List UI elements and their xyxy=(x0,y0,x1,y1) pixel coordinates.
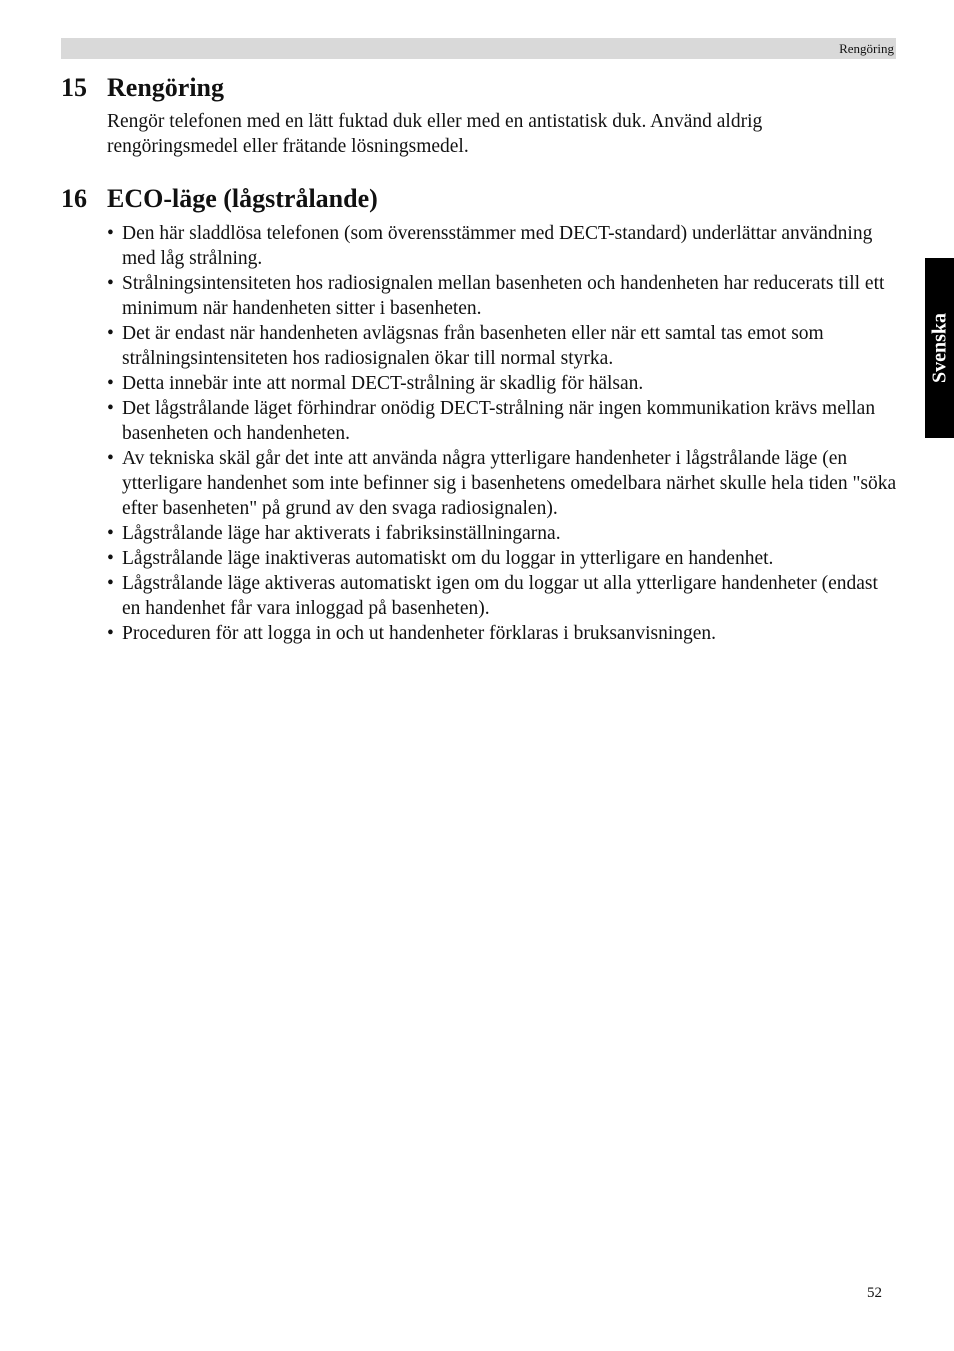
list-item xyxy=(107,396,897,446)
bullet-icon: • xyxy=(107,623,114,644)
list-item-text: Lågstrålande läge har aktiverats i fabriksinställningarna. xyxy=(122,523,561,544)
list-item-text: Strålningsintensiteten hos radiosignalen mellan basenheten och handenheten har reducerats till ett minimum när handenheten sitter i basenheten. xyxy=(122,273,885,319)
bullet-icon: • xyxy=(107,398,114,419)
bullet-icon: • xyxy=(107,223,114,244)
language-side-tab-label: Svenska xyxy=(928,312,950,384)
list-item xyxy=(107,221,897,271)
bullet-icon: • xyxy=(107,523,114,544)
list-item xyxy=(107,521,897,546)
page-number: 52 xyxy=(867,1285,882,1301)
list-item-text: Det lågstrålande läget förhindrar onödig DECT-strålning när ingen kommunikation krävs mellan basenheten och handenheten. xyxy=(122,398,876,444)
list-item-text: Av tekniska skäl går det inte att använda några ytterligare handenheter i lågstrålande läge (en ytterligare handenhet som inte befinner sig i basenhetens omedelbara närhet skulle hela tiden "söka efter basenheten" på grund av den svaga radiosignalen). xyxy=(122,448,897,519)
list-item xyxy=(107,371,897,396)
eco-mode-bullet-list xyxy=(107,221,897,646)
section-16-number: 16 xyxy=(61,184,87,213)
running-header-bar xyxy=(61,38,896,59)
bullet-icon: • xyxy=(107,273,114,294)
language-side-tab xyxy=(925,258,954,438)
section-15-body: Rengör telefonen med en lätt fuktad duk eller med en antistatisk duk. Använd aldrig rengöringsmedel eller frätande lösningsmedel. xyxy=(107,111,763,157)
list-item xyxy=(107,271,897,321)
list-item xyxy=(107,546,897,571)
section-15-number: 15 xyxy=(61,73,87,102)
bullet-icon: • xyxy=(107,448,114,469)
section-16-heading xyxy=(61,184,378,214)
bullet-icon: • xyxy=(107,548,114,569)
list-item-text: Lågstrålande läge inaktiveras automatiskt om du loggar in ytterligare en handenhet. xyxy=(122,548,774,569)
list-item-text: Lågstrålande läge aktiveras automatiskt igen om du loggar ut alla ytterligare handenheter (endast en handenhet får vara inloggad på basenheten). xyxy=(122,573,878,619)
bullet-icon: • xyxy=(107,573,114,594)
list-item-text: Detta innebär inte att normal DECT-strålning är skadlig för hälsan. xyxy=(122,373,644,394)
list-item xyxy=(107,446,897,521)
section-16-title: ECO-läge (lågstrålande) xyxy=(107,184,378,213)
list-item xyxy=(107,321,897,371)
list-item xyxy=(107,621,897,646)
section-15-title: Rengöring xyxy=(107,73,224,102)
list-item-text: Det är endast när handenheten avlägsnas från basenheten eller när ett samtal tas emot som strålningsintensiteten hos radiosignalen ökar till normal styrka. xyxy=(122,323,824,369)
list-item-text: Den här sladdlösa telefonen (som överensstämmer med DECT-standard) underlättar användning med låg strålning. xyxy=(122,223,873,269)
section-15-heading xyxy=(61,73,224,103)
list-item xyxy=(107,571,897,621)
running-header-title: Rengöring xyxy=(839,41,894,56)
list-item-text: Proceduren för att logga in och ut handenheter förklaras i bruksanvisningen. xyxy=(122,623,717,644)
bullet-icon: • xyxy=(107,323,114,344)
bullet-icon: • xyxy=(107,373,114,394)
